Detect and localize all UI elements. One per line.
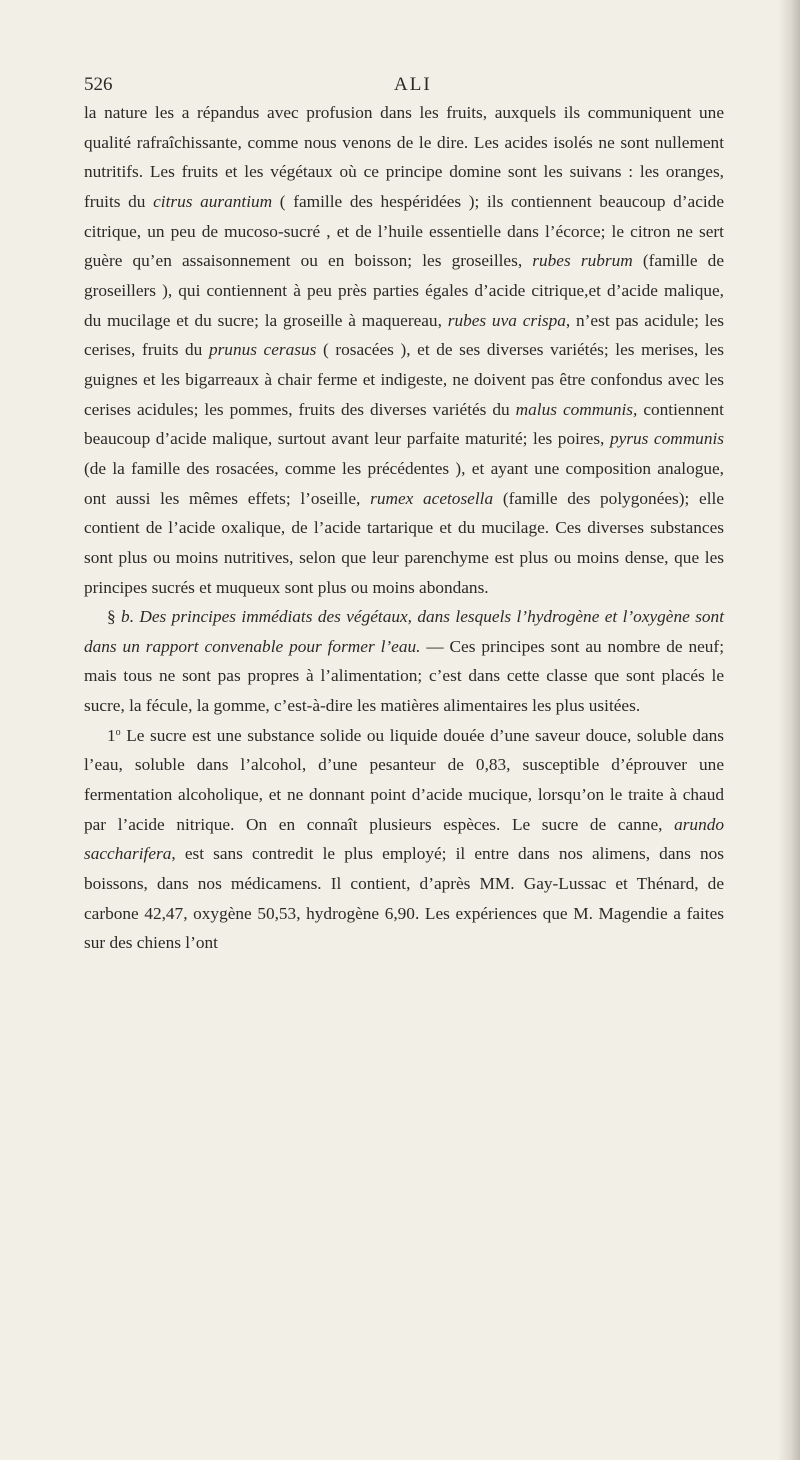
paragraph-section-b: § b. Des principes immédiats des végétaux, dans lesquels l’hydrogène et l’oxygène sont dans un rapport convenable pour former l’eau. — Ces principes sont au nombre de neuf; mais tous ne sont pas propres à l’alimentation; c’est dans cette classe que sont placés le sucre, la fécule, la gomme, c’est-à-dire les matières alimentaires les plus usitées. [84,607,724,716]
body-text [84,98,724,958]
page-number: 526 [84,74,113,95]
page-edge-shadow [778,0,800,1460]
paragraph-fruit-acids: la nature les a répandus avec profusion dans les fruits, auxquels ils communiquent une qualité rafraîchissante, comme nous venons de le dire. Les acides isolés ne sont nullement nutritifs. Les fruits et les végétaux où ce principe domine sont les suivans : les oranges, fruits du citrus aurantium ( famille des hespéridées ); ils contiennent beaucoup d’acide citrique, un peu de mucoso-sucré , et de l’huile essentielle dans l’écorce; le citron ne sert guère qu’en assaisonnement ou en boisson; les groseilles, rubes rubrum (famille de groseillers ), qui contiennent à peu près parties égales d’acide citrique,et d’acide malique, du mucilage et du sucre; la groseille à maquereau, rubes uva crispa, n’est pas acidule; les cerises, fruits du prunus cerasus ( rosacées ), et de ses diverses variétés; les merises, les guignes et les bigarreaux à chair ferme et indigeste, ne doivent pas être confondus avec les cerises acidules; les pommes, fruits des diverses variétés du malus communis, contiennent beaucoup d’acide malique, surtout avant leur parfaite maturité; les poires, pyrus communis (de la famille des rosacées, comme les précédentes ), et ayant une composition analogue, ont aussi les mêmes effets; l’oseille, rumex acetosella (famille des polygonées); elle contient de l’acide oxalique, de l’acide tartarique et du mucilage. Ces diverses substances sont plus ou moins nutritives, selon que leur parenchyme est plus ou moins dense, que les principes sucrés et muqueux sont plus ou moins abondans. [84,103,724,597]
paragraph-sugar: 1$^o$ Le sucre est une substance solide ou liquide douée d’une saveur douce, soluble dans l’eau, soluble dans l’alcohol, d’une pesanteur de 0,83, susceptible d’éprouver une fermentation alcoholique, et ne donnant point d’acide mucique, lorsqu’on le traite à chaud par l’acide nitrique. On en connaît plusieurs espèces. Le sucre de canne, arundo saccharifera, est sans contredit le plus employé; il entre dans nos alimens, dans nos boissons, dans nos médicamens. Il contient, d’après MM. Gay-Lussac et Thénard, de carbone 42,47, oxygène 50,53, hydrogène 6,90. Les expériences que M. Magendie a faites sur des chiens l’ont [84,725,724,953]
running-head: ALI [394,74,432,95]
